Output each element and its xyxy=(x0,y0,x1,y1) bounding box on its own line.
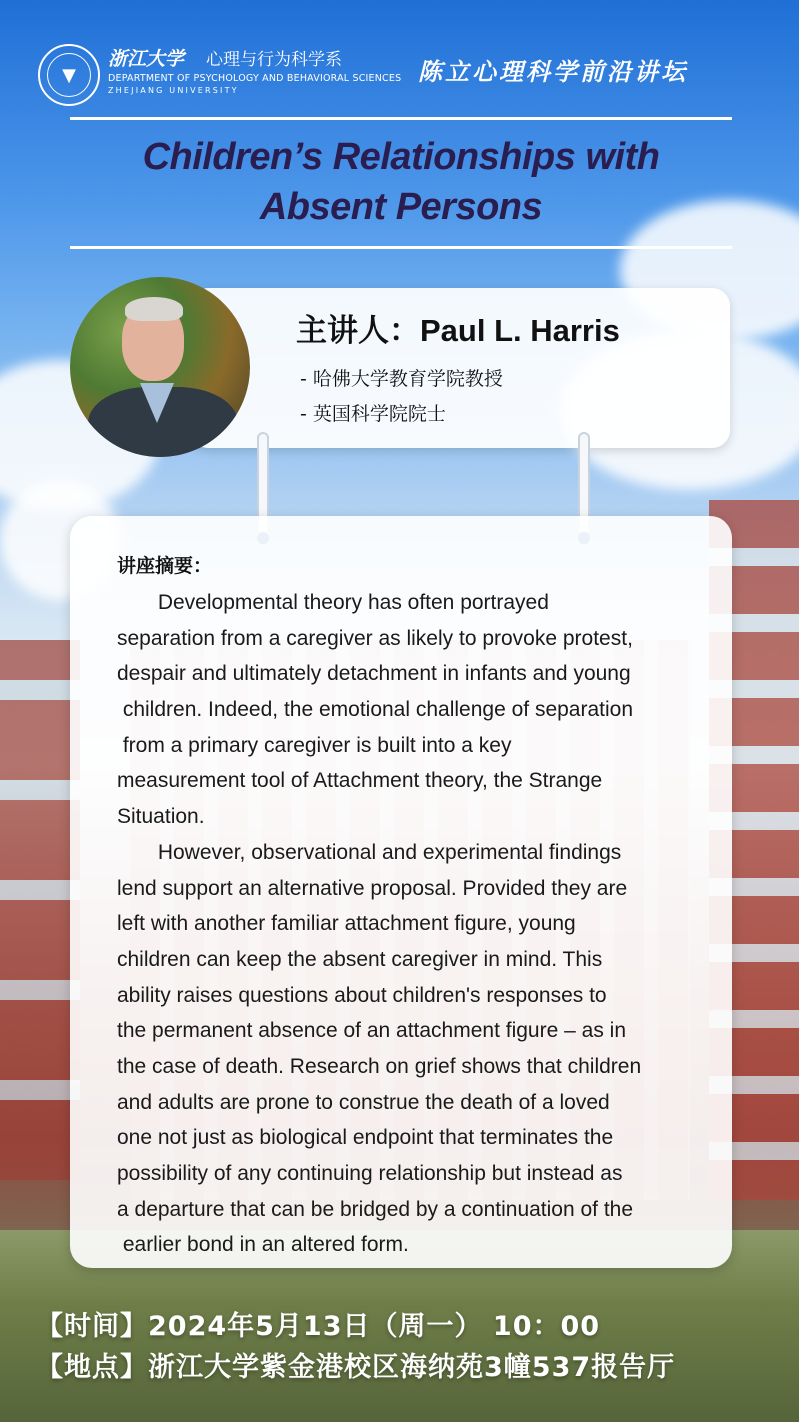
lecture-title xyxy=(70,132,732,232)
abstract-line: ability raises questions about children's responses to xyxy=(117,983,607,1007)
lecture-title-line: Absent Persons xyxy=(259,186,543,228)
speaker-credential: - 哈佛大学教育学院教授 xyxy=(300,368,503,390)
department-name-cn: 心理与行为科学系 xyxy=(206,50,342,70)
abstract-line: despair and ultimately detachment in infants and young xyxy=(117,662,631,686)
lecture-title-line: Children’s Relationships with xyxy=(142,136,660,178)
university-name-cn: 浙江大学 xyxy=(108,48,185,70)
abstract-line: a departure that can be bridged by a continuation of the xyxy=(117,1197,634,1221)
event-location: 【地点】浙江大学紫金港校区海纳苑3幢537报告厅 xyxy=(36,1352,676,1383)
abstract-line: measurement tool of Attachment theory, the Strange xyxy=(117,769,603,793)
university-name-en: ZHEJIANG UNIVERSITY xyxy=(108,86,239,95)
abstract-line: the permanent absence of an attachment figure – as in xyxy=(117,1019,626,1043)
photo-hair xyxy=(125,297,183,321)
title-rule-top xyxy=(70,117,732,120)
abstract-line: the case of death. Research on grief shows that children xyxy=(117,1054,642,1078)
abstract-text xyxy=(117,585,697,1263)
speaker-credential: - 英国科学院院士 xyxy=(300,403,446,425)
event-time: 【时间】2024年5月13日（周一） 10：00 xyxy=(36,1311,601,1342)
abstract-line: lend support an alternative proposal. Provided they are xyxy=(117,876,628,900)
forum-title: 陈立心理科学前沿讲坛 xyxy=(418,57,688,86)
speaker-name xyxy=(296,305,620,350)
abstract-line: earlier bond in an altered form. xyxy=(117,1233,409,1257)
abstract-line: children. Indeed, the emotional challenge of separation xyxy=(117,698,634,722)
abstract-line: Situation. xyxy=(117,805,205,829)
abstract-line: possibility of any continuing relationship but instead as xyxy=(117,1162,623,1185)
abstract-line: one not just as biological endpoint that terminates the xyxy=(117,1126,614,1150)
speaker-name-text: Paul L. Harris xyxy=(420,313,620,348)
zju-seal-icon: ▼ xyxy=(47,53,91,97)
abstract-heading: 讲座摘要： xyxy=(117,555,213,577)
speaker-photo xyxy=(70,277,250,457)
abstract-line: children can keep the absent caregiver in mind. This xyxy=(117,947,603,971)
abstract-line: Developmental theory has often portrayed xyxy=(117,591,549,614)
abstract-line: and adults are prone to construe the death of a loved xyxy=(117,1090,610,1114)
department-name-en: DEPARTMENT OF PSYCHOLOGY AND BEHAVIORAL SCIENCES xyxy=(108,73,402,84)
abstract-line: left with another familiar attachment figure, young xyxy=(117,912,576,936)
campus-building xyxy=(0,640,80,1180)
speaker-label: 主讲人： xyxy=(296,313,420,349)
abstract-line: from a primary caregiver is built into a key xyxy=(117,733,512,757)
abstract-line: separation from a caregiver as likely to provoke protest, xyxy=(117,626,633,650)
title-rule-bottom xyxy=(70,246,732,249)
abstract-line: However, observational and experimental findings xyxy=(117,840,622,864)
university-logo xyxy=(38,44,100,106)
